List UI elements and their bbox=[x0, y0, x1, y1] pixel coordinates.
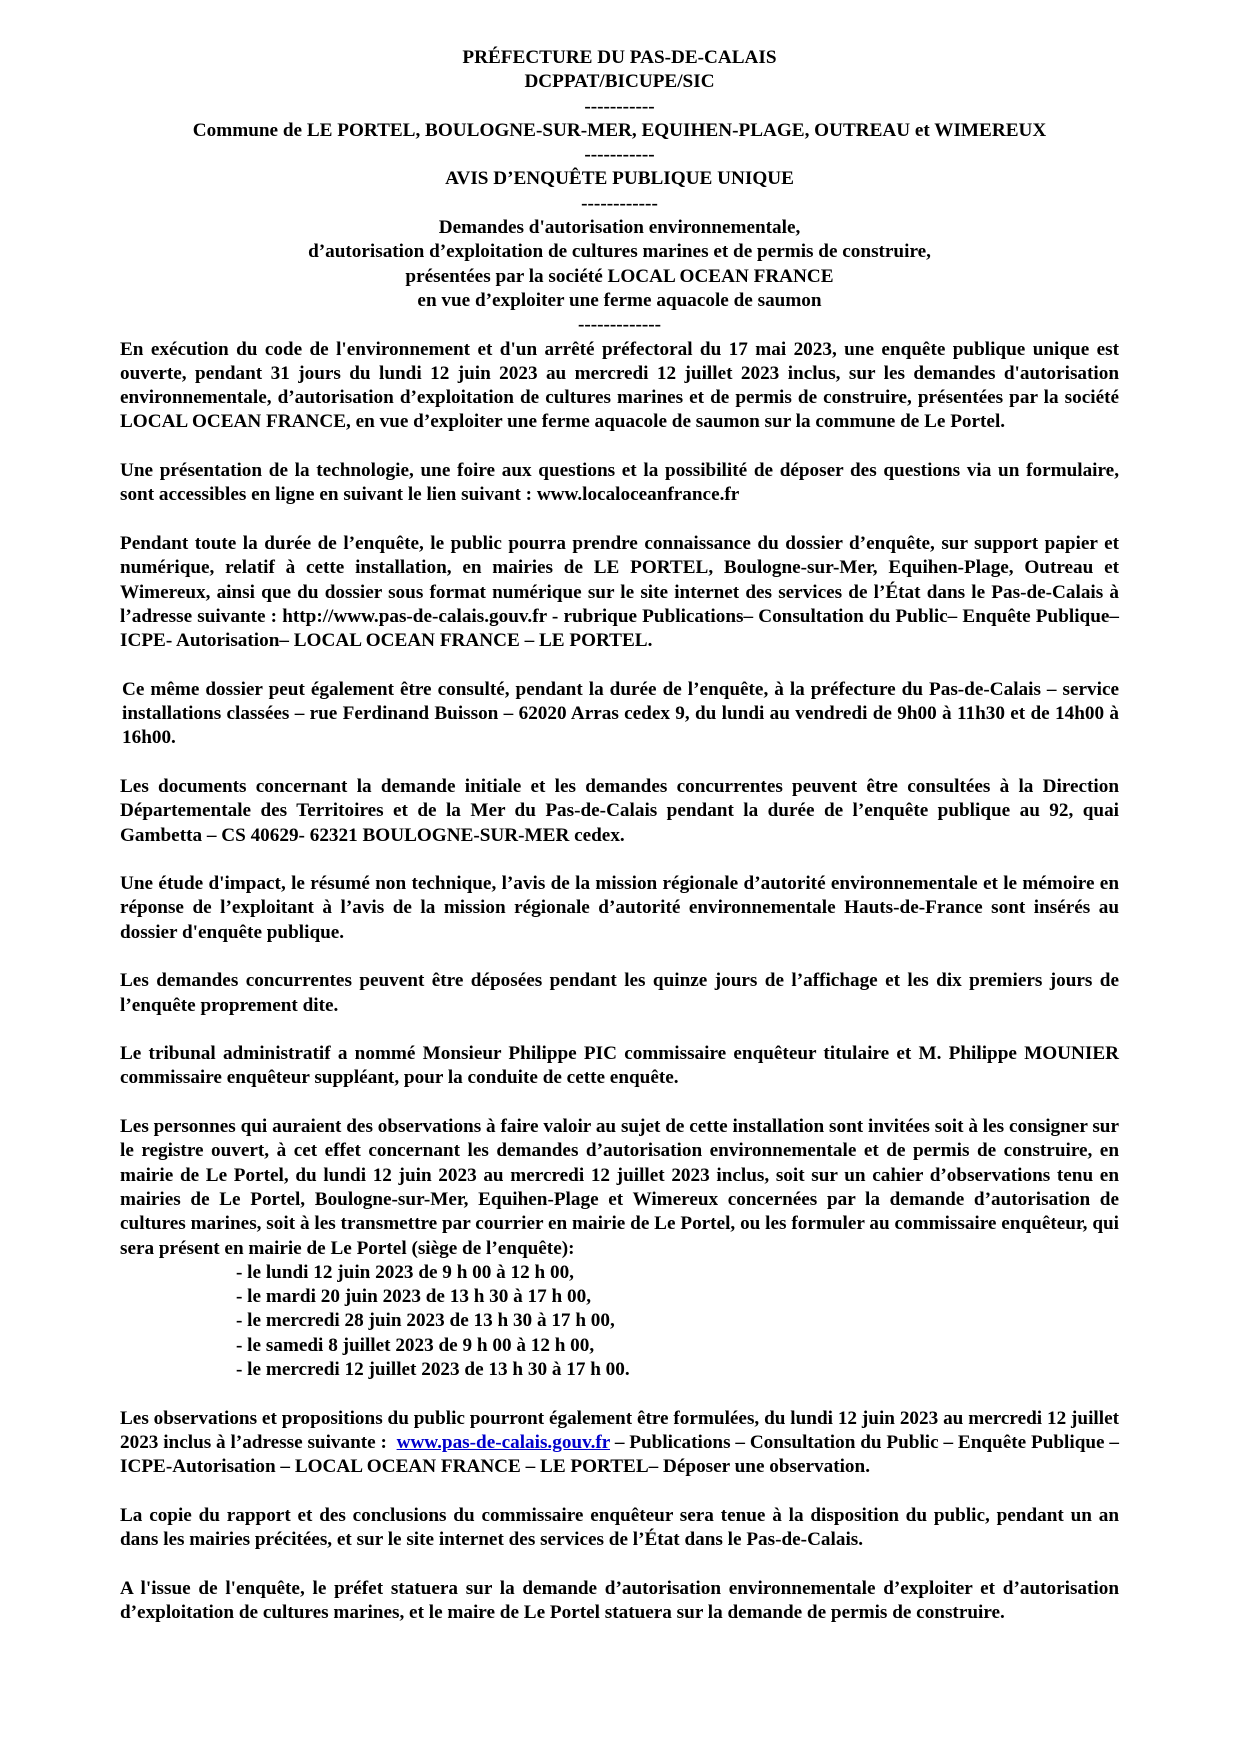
separator: ----------- bbox=[584, 144, 655, 166]
paragraph-dossier-consultation: Pendant toute la durée de l’enquête, le public pourra prendre connaissance du dossier d’enquête, sur support papier et numérique, relatif à cette installation, en mairies de LE PORTEL, Boulogne-sur-Mer, Equihen-Plage, Outreau et Wimereux, ainsi que du dossier sous format numérique sur le site internet des services de l’État dans le Pas-de-Calais à l’adresse suivante : http://www.pas-de-calais.gouv.fr - rubrique Publications– Consultation du Public– Enquête Publique– ICPE- Autorisation– LOCAL OCEAN FRANCE – LE PORTEL. bbox=[120, 532, 1119, 652]
list-item: - le mardi 20 juin 2023 de 13 h 30 à 17 h 00, bbox=[236, 1286, 591, 1308]
paragraph-prefecture-consultation: Ce même dossier peut également être consulté, pendant la durée de l’enquête, à la préfecture du Pas-de-Calais – service installations classées – rue Ferdinand Buisson – 62020 Arras cedex 9, du lundi au vendredi de 9h00 à 11h30 et de 14h00 à 16h00. bbox=[122, 678, 1119, 749]
paragraph-report-availability: La copie du rapport et des conclusions du commissaire enquêteur sera tenue à la disposition du public, pendant un an dans les mairies précitées, et sur le site internet des services de l’État dans le Pas-de-Calais. bbox=[120, 1504, 1119, 1551]
separator: ------------ bbox=[581, 192, 658, 214]
online-observations-path: – Publications – Consultation du Public – Enquête Publique – ICPE-Autorisation – LOCAL OCEAN FRANCE – LE PORTEL– Déposer une observation. bbox=[120, 1431, 1120, 1478]
list-item: - le lundi 12 juin 2023 de 9 h 00 à 12 h 00, bbox=[236, 1261, 574, 1283]
paragraph-online-presentation: Une présentation de la technologie, une foire aux questions et la possibilité de déposer des questions via un formulaire, sont accessibles en ligne en suivant le lien suivant : www.localoceanfrance.fr bbox=[120, 460, 1119, 506]
notice-header bbox=[120, 46, 1119, 338]
paragraph-competing-requests: Les demandes concurrentes peuvent être déposées pendant les quinze jours de l’affichage et les dix premiers jours de l’enquête proprement dite. bbox=[120, 970, 1119, 1016]
prefecture-name: PRÉFECTURE DU PAS-DE-CALAIS bbox=[462, 47, 777, 68]
subject-line-1: Demandes d'autorisation environnementale, bbox=[438, 217, 801, 239]
subject-line-4: en vue d’exploiter une ferme aquacole de saumon bbox=[417, 289, 822, 311]
paragraph-ddtm-documents: Les documents concernant la demande initiale et les demandes concurrentes peuvent être consultées à la Direction Départementale des Territoires et de la Mer du Pas-de-Calais pendant la durée de l’enquête publique au 92, quai Gambetta – CS 40629- 62321 BOULOGNE-SUR-MER cedex. bbox=[120, 775, 1119, 846]
paragraph-observations: Les personnes qui auraient des observations à faire valoir au sujet de cette installation sont invitées soit à les consigner sur le registre ouvert, à cet effet concernant les demandes d’autorisation environnementale et de permis de construire, en mairie de Le Portel, du lundi 12 juin 2023 au mercredi 12 juillet 2023 inclus, soit sur un cahier d’observations tenu en mairies de Le Portel, Boulogne-sur-Mer, Equihen-Plage et Wimereux concernées par la demande d’autorisation de cultures marines, soit à les transmettre par courrier en mairie de Le Portel, ou les formuler au commissaire enquêteur, qui sera présent en mairie de Le Portel (siège de l’enquête): bbox=[120, 1116, 1119, 1259]
notice-title: AVIS D’ENQUÊTE PUBLIQUE UNIQUE bbox=[445, 168, 794, 190]
paragraph-impact-study: Une étude d'impact, le résumé non technique, l’avis de la mission régionale d’autorité environnementale et le mémoire en réponse de l’exploitant à l’avis de la mission régionale d’autorité environnementale Hauts-de-France sont insérés au dossier d'enquête publique. bbox=[120, 873, 1119, 943]
online-observations-text: Les observations et propositions du public pourront également être formulées, du lundi 12 juin 2023 au mercredi 12 juillet 2023 inclus à l’adresse suivante : bbox=[120, 1407, 1119, 1453]
communes-line: Commune de LE PORTEL, BOULOGNE-SUR-MER, EQUIHEN-PLAGE, OUTREAU et WIMEREUX bbox=[192, 119, 1047, 141]
separator: ----------- bbox=[584, 95, 655, 117]
list-item: - le samedi 8 juillet 2023 de 9 h 00 à 12 h 00, bbox=[236, 1334, 595, 1356]
prefecture-website-link[interactable]: www.pas-de-calais.gouv.fr bbox=[396, 1431, 610, 1453]
separator: ------------- bbox=[577, 314, 662, 336]
paragraph-decision: A l'issue de l'enquête, le préfet statuera sur la demande d’autorisation environnementale d’exploiter et d’autorisation d’exploitation de cultures marines, et le maire de Le Portel statuera sur la demande de permis de construire. bbox=[120, 1577, 1119, 1623]
subject-line-2: d’autorisation d’exploitation de cultures marines et de permis de construire, bbox=[308, 241, 931, 263]
paragraph-online-observations bbox=[120, 1407, 1119, 1480]
list-item: - le mercredi 12 juillet 2023 de 13 h 30 à 17 h 00. bbox=[236, 1359, 630, 1381]
paragraph-commissioner: Le tribunal administratif a nommé Monsieur Philippe PIC commissaire enquêteur titulaire et M. Philippe MOUNIER commissaire enquêteur suppléant, pour la conduite de cette enquête. bbox=[120, 1043, 1119, 1089]
permanence-list bbox=[120, 1261, 1119, 1382]
service-code: DCPPAT/BICUPE/SIC bbox=[524, 71, 715, 93]
list-item: - le mercredi 28 juin 2023 de 13 h 30 à 17 h 00, bbox=[236, 1310, 615, 1332]
notice-body bbox=[120, 338, 1119, 1626]
subject-line-3: présentées par la société LOCAL OCEAN FRANCE bbox=[405, 265, 834, 287]
paragraph-enquiry-opening: En exécution du code de l'environnement et d'un arrêté préfectoral du 17 mai 2023, une enquête publique unique est ouverte, pendant 31 jours du lundi 12 juin 2023 au mercredi 12 juillet 2023 inclus, sur les demandes d'autorisation environnementale, d’autorisation d’exploitation de cultures marines et de permis de construire, présentées par la société LOCAL OCEAN FRANCE, en vue d’exploiter une ferme aquacole de saumon sur la commune de Le Portel. bbox=[120, 338, 1119, 433]
